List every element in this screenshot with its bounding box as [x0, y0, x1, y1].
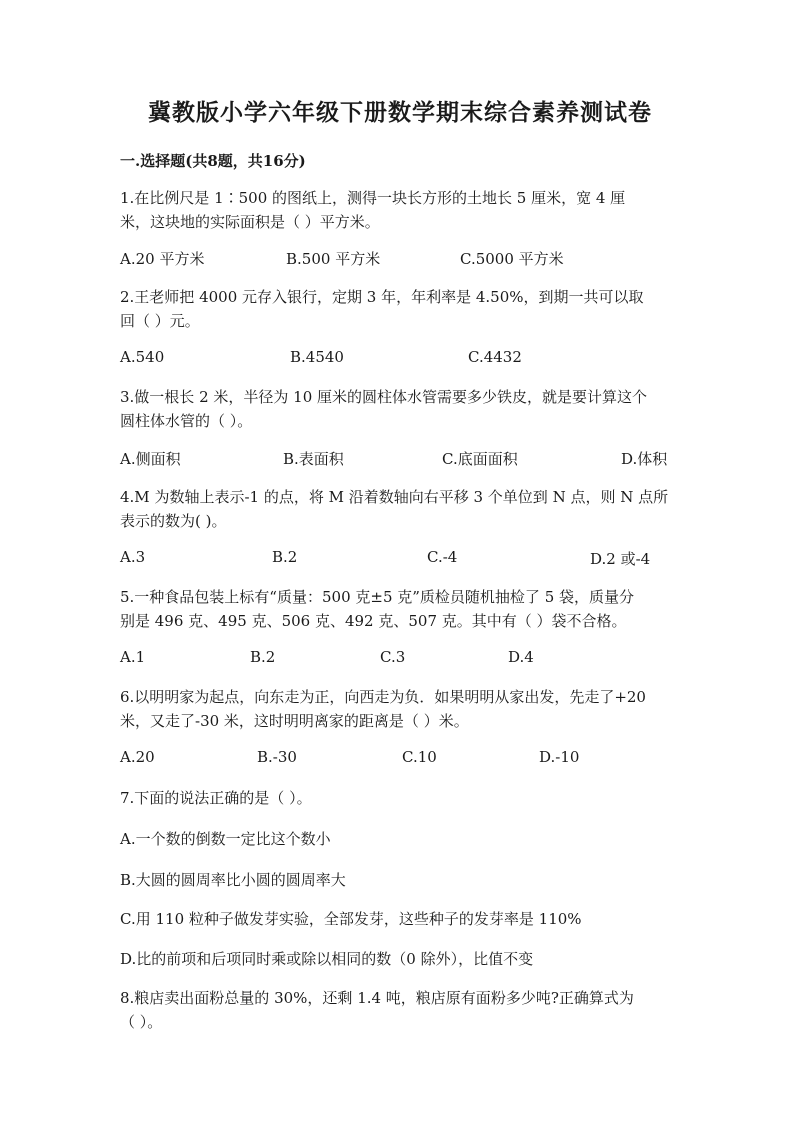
- question-text-line: 圆柱体水管的（ ）。: [120, 412, 253, 430]
- option-d: D.2 或-4: [590, 550, 651, 568]
- question-4: [120, 485, 685, 533]
- question-text-line: 6.以明明家为起点，向东走为正，向西走为负．如果明明从家出发，先走了+20: [120, 688, 646, 706]
- option-a: A.一个数的倒数一定比这个数小: [120, 830, 331, 848]
- question-5-options: [0, 648, 800, 670]
- option-c: C.3: [380, 648, 406, 666]
- question-text-line: 米，又走了-30 米，这时明明离家的距离是（ ）米。: [120, 712, 469, 730]
- option-c: C.5000 平方米: [460, 250, 564, 268]
- option-d: D.4: [508, 648, 534, 666]
- question-5: [120, 585, 685, 633]
- question-1-options: [0, 248, 800, 270]
- option-c: C.4432: [468, 348, 522, 366]
- question-text-line: 3.做一根长 2 米，半径为 10 厘米的圆柱体水管需要多少铁皮，就是要计算这个: [120, 388, 648, 406]
- question-text-line: 回（ ）元。: [120, 312, 200, 330]
- question-2-options: [0, 348, 800, 370]
- option-d: D.比的前项和后项同时乘或除以相同的数（0 除外），比值不变: [120, 950, 534, 968]
- option-b: B.大圆的圆周率比小圆的圆周率大: [120, 871, 346, 889]
- section-heading: 一.选择题(共8题，共16分): [120, 152, 306, 170]
- question-text-line: 别是 496 克、495 克、506 克、492 克、507 克。其中有（ ）袋不合格。: [120, 612, 627, 630]
- question-4-options: [0, 548, 800, 570]
- option-b: B.-30: [257, 748, 297, 766]
- question-text-line: 5.一种食品包装上标有“质量：500 克±5 克”质检员随机抽检了 5 袋，质量分: [120, 588, 635, 606]
- option-a: A.侧面积: [120, 450, 181, 468]
- option-a: A.20 平方米: [120, 250, 205, 268]
- option-b: B.表面积: [283, 450, 344, 468]
- question-text-line: 8.粮店卖出面粉总量的 30%，还剩 1.4 吨，粮店原有面粉多少吨?正确算式为: [120, 989, 634, 1007]
- option-c: C.10: [402, 748, 437, 766]
- page-title: 冀教版小学六年级下册数学期末综合素养测试卷: [148, 99, 652, 126]
- option-a: A.3: [120, 548, 146, 566]
- question-7: [120, 786, 685, 810]
- question-3: [120, 385, 685, 433]
- question-text-line: 米，这块地的实际面积是（ ）平方米。: [120, 213, 380, 231]
- option-b: B.4540: [290, 348, 344, 366]
- question-6: [120, 685, 685, 733]
- option-b: B.2: [272, 548, 298, 566]
- option-b: B.500 平方米: [286, 250, 381, 268]
- question-3-options: [0, 448, 800, 470]
- question-text-line: 4.M 为数轴上表示-1 的点，将 M 沿着数轴向右平移 3 个单位到 N 点，则 N 点所: [120, 488, 669, 506]
- option-a: A.540: [120, 348, 165, 366]
- question-text-line: 1.在比例尺是 1∶500 的图纸上，测得一块长方形的土地长 5 厘米，宽 4 厘: [120, 189, 626, 207]
- option-c: C.底面面积: [442, 450, 518, 468]
- option-b: B.2: [250, 648, 276, 666]
- question-6-options: [0, 748, 800, 770]
- option-c: C.用 110 粒种子做发芽实验，全部发芽，这些种子的发芽率是 110%: [120, 910, 582, 928]
- question-text-line: （ ）。: [120, 1013, 163, 1031]
- question-1: [120, 186, 685, 234]
- question-8: [120, 986, 685, 1034]
- option-d: D.-10: [539, 748, 580, 766]
- question-text-line: 2.王老师把 4000 元存入银行，定期 3 年，年利率是 4.50%，到期一共可以取: [120, 288, 644, 306]
- question-text-line: 7.下面的说法正确的是（ ）。: [120, 789, 312, 807]
- option-a: A.20: [120, 748, 155, 766]
- question-2: [120, 285, 685, 333]
- question-text-line: 表示的数为( )。: [120, 512, 227, 530]
- option-c: C.-4: [427, 548, 458, 566]
- option-d: D.体积: [621, 450, 668, 468]
- option-a: A.1: [120, 648, 146, 666]
